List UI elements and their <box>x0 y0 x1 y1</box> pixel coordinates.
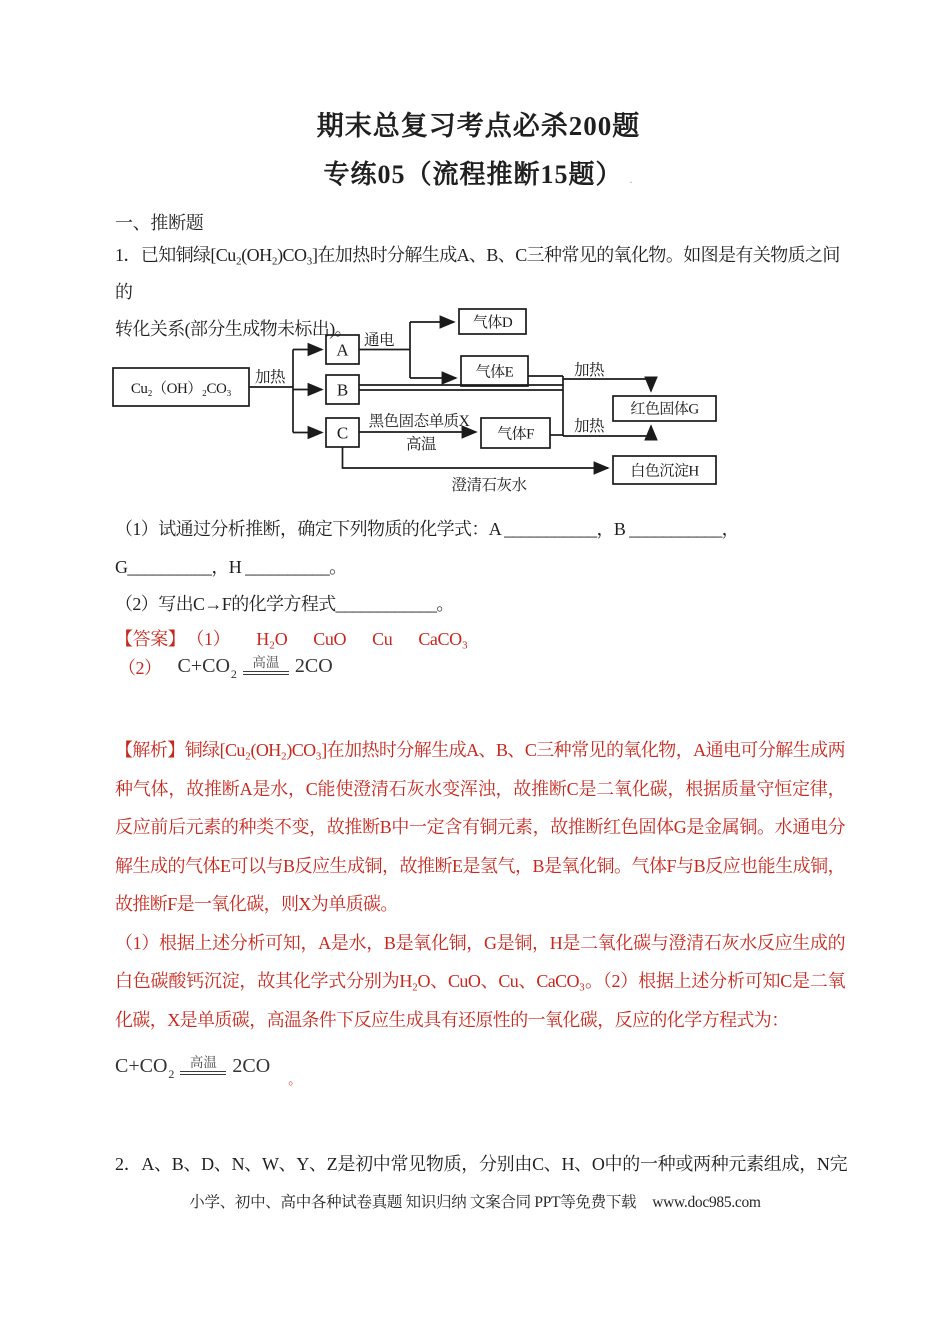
page-title: 期末总复习考点必杀200题 <box>316 111 641 141</box>
question1-stem-line-1: 1．已知铜绿[Cu₂(OH₂)CO₃]在加热时分解生成A、B、C三种常见的氧化物。如图是有关物质之间的 <box>115 245 840 302</box>
label-black-solid-x: 黑色固态单质X <box>368 413 470 430</box>
label-limewater: 澄清石灰水 <box>451 477 527 494</box>
answer-value-g: Cu <box>372 629 393 649</box>
equation2-products: 2CO <box>232 1055 271 1077</box>
answer-value-a: H₂O <box>256 629 288 649</box>
equation2-reactants: C+CO <box>115 1055 168 1077</box>
box-solid-g-label: 红色固体G <box>630 401 699 418</box>
box-source-label: Cu₂（OH）₂CO₃ <box>130 381 232 397</box>
box-c-label: C <box>336 423 349 443</box>
subquestion-2: （2）写出C→F的化学方程式____________。 <box>115 594 454 614</box>
equation-reactants: C+CO <box>177 655 230 677</box>
equation-double-line <box>243 671 289 675</box>
subquestion-1-line-2: G__________，H __________。 <box>115 556 347 577</box>
chemical-equation-2 <box>115 1055 271 1081</box>
edge-c-to-h-arrow <box>343 447 609 468</box>
equation-reactant-subscript: 2 <box>230 667 237 681</box>
question1-subquestions <box>115 511 845 624</box>
subtitle-artifact-dot: . <box>629 172 634 186</box>
equation2-period: 。 <box>288 1072 302 1087</box>
equation-condition: 高温 <box>252 655 280 670</box>
box-gas-f-label: 气体F <box>497 426 534 443</box>
analysis-block <box>115 731 845 1087</box>
page-footer <box>0 1190 950 1212</box>
footer-text: 小学、初中、高中各种试卷真题 知识归纳 文案合同 PPT等免费下载 <box>189 1194 637 1211</box>
label-heat-e: 加热 <box>574 362 605 379</box>
box-b-label: B <box>336 380 349 400</box>
page-subtitle <box>115 154 842 191</box>
box-a-label: A <box>336 340 349 360</box>
equation2-double-line <box>180 1071 226 1075</box>
chemical-equation <box>177 655 333 681</box>
equation2-condition-stack <box>180 1055 226 1075</box>
analysis-equation-row <box>115 1055 845 1087</box>
section-heading: 一、推断题 <box>115 213 204 233</box>
equation-condition-stack <box>243 655 289 675</box>
analysis-paragraph-2: （1）根据上述分析可知，A是水，B是氧化铜，G是铜，H是二氧化碳与澄清石灰水反应生成的白色碳酸钙沉淀，故其化学式分别为H₂O、CuO、Cu、CaCO₃。（2）根据上述分析可知C是二氧化碳，X是单质碳，高温条件下反应生成具有还原性的一氧化碳，反应的化学方程式为： <box>115 932 845 1030</box>
label-heat-f: 加热 <box>574 418 605 435</box>
equation2-reactant-subscript: 2 <box>168 1067 175 1081</box>
reaction-flowchart <box>108 296 756 504</box>
answer-value-b: CuO <box>313 629 347 649</box>
answer-line <box>115 625 845 651</box>
edge-heat-to-g-top-arrow <box>563 379 651 391</box>
answer-tag: 【答案】 <box>115 629 186 649</box>
equation2-condition: 高温 <box>189 1055 217 1070</box>
flowchart-svg <box>108 296 756 504</box>
analysis-paragraph-1: 【解析】铜绿[Cu₂(OH₂)CO₃]在加热时分解生成A、B、C三种常见的氧化物，A通电可分解生成两种气体，故推断A是水，C能使澄清石灰水变浑浊，故推断C是二氧化碳，根据质量守恒定律，反应前后元素的种类不变，故推断B中一定含有铜元素，故推断红色固体G是金属铜。水通电分解生成的气体E可以与B反应生成铜，故推断E是氢气，B是氧化铜。气体F与B反应也能生成铜，故推断F是一氧化碳，则X为单质碳。 <box>115 740 845 914</box>
footer-site-url: www.doc985.com <box>652 1194 761 1211</box>
label-electrolysis: 通电 <box>364 332 395 349</box>
answer-part1-label: （1） <box>195 629 231 649</box>
subquestion-1-line-1: （1）试通过分析推断，确定下列物质的化学式：A ___________，B ___________， <box>115 519 740 539</box>
question1-stem-line-2: 转化关系(部分生成物未标出)。 <box>115 319 352 339</box>
label-heat-source: 加热 <box>255 369 286 386</box>
box-gas-d-label: 气体D <box>472 315 513 331</box>
question2-stem: 2．A、B、D、N、W、Y、Z是初中常见物质，分别由C、H、O中的一种或两种元素组成，N完 <box>115 1154 847 1174</box>
equation-products: 2CO <box>294 655 333 677</box>
label-high-temp: 高温 <box>405 436 437 453</box>
answer-part2-label: （2） <box>118 658 162 678</box>
answer-value-h: CaCO₃ <box>418 629 468 649</box>
subtitle-text: 专练05（流程推断15题） <box>323 160 623 189</box>
box-precip-h-label: 白色沉淀H <box>630 463 699 480</box>
box-gas-e-label: 气体E <box>475 364 514 381</box>
answer-part2-equation-row <box>118 652 333 681</box>
